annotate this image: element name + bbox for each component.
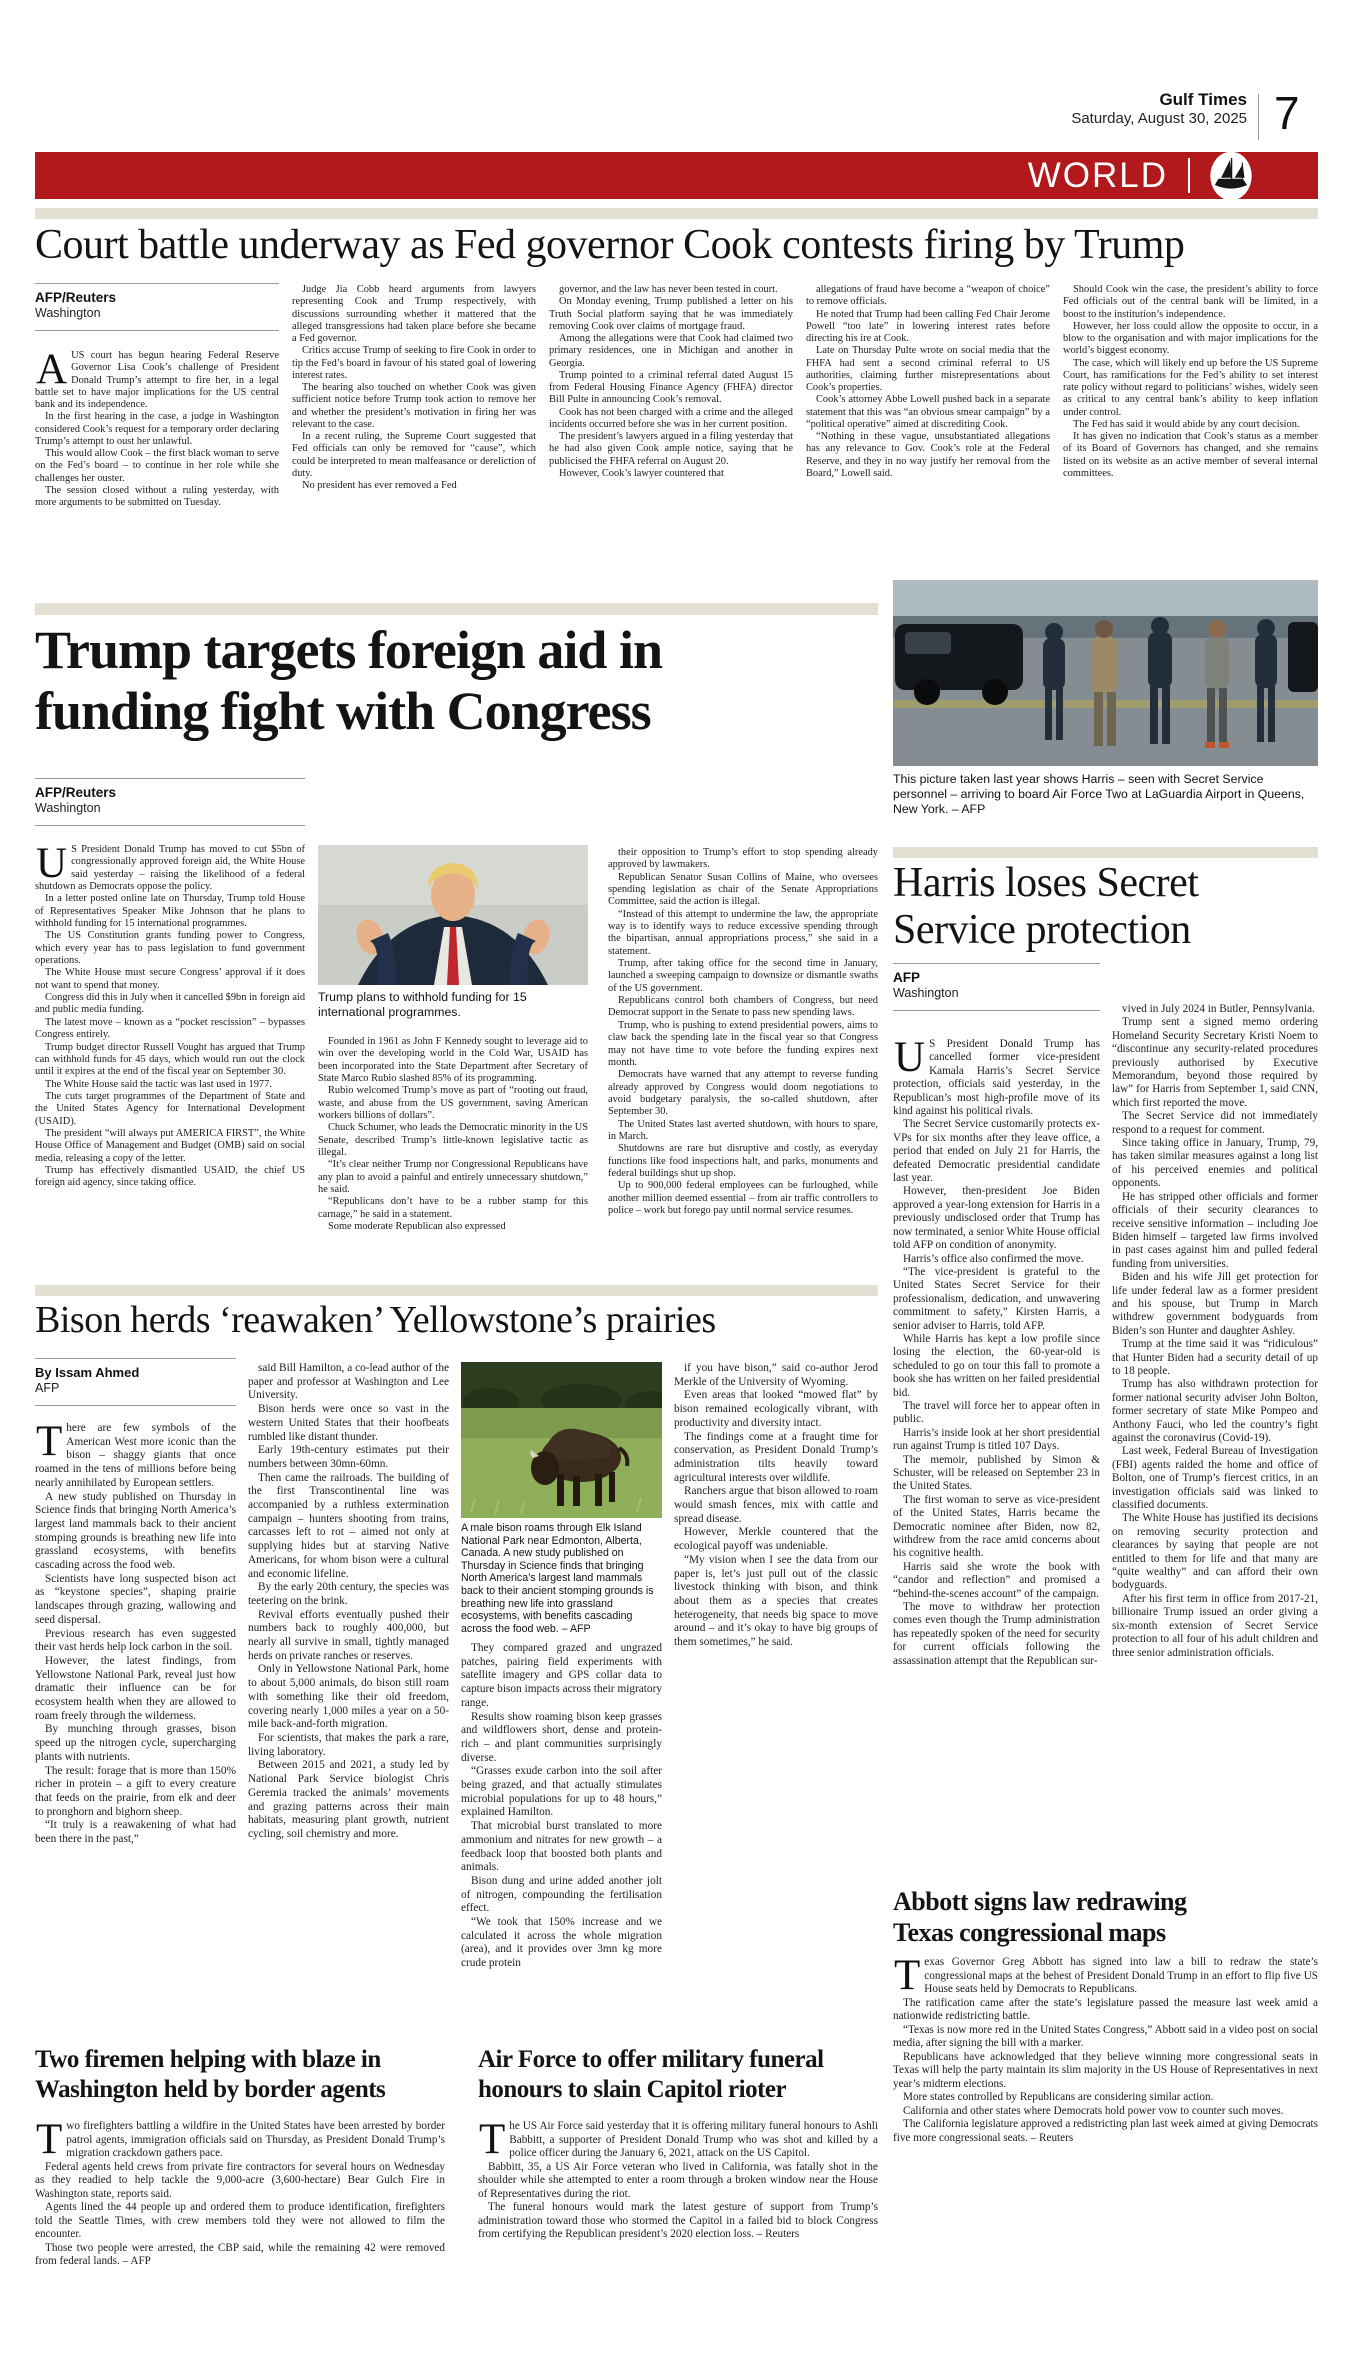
paragraph: The White House must secure Congress’ approval if it does not want to spend that money. <box>35 967 305 991</box>
paragraph: Congress did this in July when it cancelled $9bn in foreign aid and public media funding. <box>35 992 305 1016</box>
paragraph: The travel will force her to appear often in public. <box>893 1399 1100 1426</box>
abbott-article-headline <box>893 1886 1318 1948</box>
paragraph: Trump pointed to a criminal referral dated August 15 from Federal Housing Finance Agency (FHFA) director Bill Pulte in announcing Cook’s removal. <box>549 369 793 406</box>
paragraph: their opposition to Trump’s effort to stop spending already approved by lawmakers. <box>608 847 878 871</box>
paragraph: “We took that 150% increase and we calculated it across the whole migration (area), and it provides over 3mn kg more crude protein <box>461 1916 662 1970</box>
paragraph: That microbial burst translated to more ammonium and nitrates for new growth – a feedback loop that boosted both plants and animals. <box>461 1820 662 1874</box>
paragraph: Harris’s inside look at her short presidential run against Trump is titled 107 Days. <box>893 1426 1100 1453</box>
lead-text: wo firefighters battling a wildfire in the United States have been arrested by border patrol agents, immigration officials said on Thursday, as President Donald Trump’s migration crackdown gathers pace. <box>66 2120 445 2159</box>
paragraph: Then came the railroads. The building of the first Transcontinental line was accompanied by a ruthless extermination campaign – hunters shooting from trains, carcasses left to rot – aimed not only at supplying hides but at starving Native Americans, for whom bison were a cultural and economic lifeline. <box>248 1471 449 1580</box>
byline-author: By Issam Ahmed <box>35 1365 140 1380</box>
paragraph: Trump, after taking office for the second time in January, launched a sweeping campaign to downsize or dismantle swaths of the US government. <box>608 958 878 994</box>
paragraph: The findings come at a fraught time for conservation, as President Donald Trump’s administration tilts heavily toward agricultural interests over wildlife. <box>674 1430 878 1484</box>
aid-article-column-2 <box>318 1036 588 1280</box>
paragraph: “Instead of this attempt to undermine the law, the appropriate way is to identify ways to reduce excessive spending through the bipartisan, annual appropriations process,” she said in a statement. <box>608 908 878 957</box>
drop-cap: T <box>36 2120 63 2163</box>
paragraph: However, her loss could allow the opposite to occur, in a blow to the organisation and with major implications for the world’s biggest economy. <box>1063 320 1318 357</box>
paragraph: The president’s lawyers argued in a filing yesterday that he had also given Cook ample notice, saying that he publicised the FHFA referral on August 20. <box>549 431 793 467</box>
section-divider-bar <box>893 847 1318 858</box>
paragraph: Chuck Schumer, who leads the Democratic minority in the US Senate, described Trump’s little-known legislative tactic as illegal. <box>318 1122 588 1159</box>
paragraph: The White House said the tactic was last used in 1977. <box>45 1078 272 1090</box>
paragraph: More states controlled by Republicans are considering similar action. <box>903 2091 1214 2103</box>
paragraph: After his first term in office from 2017-21, billionaire Trump issued an order giving a six-month extension of Secret Service protection to all four of his adult children and three senior administration officials. <box>1112 1592 1318 1659</box>
aid-article-byline <box>35 778 305 826</box>
paragraph: Agents lined the 44 people up and ordered them to produce identification, firefighters told the Seattle Times, with crew members told they were not allowed to film the encounter. <box>35 2201 445 2240</box>
bison-article-column-2 <box>248 1362 449 2025</box>
paragraph: The funeral honours would mark the latest gesture of support from Trump’s administration toward those who stormed the Capitol in a failed bid to block Congress from certifying the Republican president’s 2020 election loss. – Reuters <box>478 2201 878 2240</box>
paragraph: Early 19th-century estimates put their numbers between 30mn-60mn. <box>248 1444 449 1470</box>
paragraph: Trump sent a signed memo ordering Homeland Security Secretary Kristi Noem to “discontinue any security-related procedures previously authorised by Executive Memorandum, beyond those required by law” for Harris from September 1, said CNN, which first reported the move. <box>1112 1016 1318 1109</box>
paragraph: Previous research has even suggested their vast herds help lock carbon in the soil. <box>35 1627 236 1654</box>
drop-cap: U <box>894 1038 926 1081</box>
lead-text: S President Donald Trump has cancelled former vice-president Kamala Harris’s Secret Service protection, officials said yesterday, in the Republican’s most high-profile move of its kind against his political rivals. <box>893 1038 1100 1118</box>
byline-agency: AFP <box>893 970 920 985</box>
paragraph: Last week, Federal Bureau of Investigation (FBI) agents raided the home and office of Bolton, one of Trump’s fiercest critics, in an investigation officials said was linked to classified documents. <box>1112 1445 1318 1512</box>
harris-article-headline <box>893 860 1318 954</box>
fed-article-column-4 <box>806 284 1050 589</box>
paragraph: Trump, who is pushing to extend presidential powers, aims to claw back the spending late in the fiscal year so that Congress may not have time to vote before the funding expires next month. <box>608 1019 878 1068</box>
paragraph: Results show roaming bison keep grasses and wildflowers short, dense and protein-rich – and plant communities surprisingly diverse. <box>461 1710 662 1764</box>
headline-line-2: funding fight with Congress <box>35 681 651 741</box>
paragraph: Since taking office in January, Trump, 79, has taken similar measures against a long list of his perceived enemies and political opponents. <box>1112 1137 1318 1190</box>
bison-article-column-3 <box>461 1642 662 2025</box>
paragraph: By the early 20th century, the species was teetering on the brink. <box>248 1581 449 1607</box>
paragraph: Rubio welcomed Trump’s move as part of “rooting out fraud, waste, and abuse from the US government, saving American workers billions of dollars”. <box>318 1085 588 1122</box>
paragraph: “It truly is a reawakening of what had been there in the past,” <box>35 1819 236 1846</box>
paragraph: Federal agents held crews from private fire contractors for several hours on Wednesday as they readied to help tackle the 9,000-acre (3,600-hectare) Bear Gulch Fire in Washington state, reports said. <box>35 2160 445 2200</box>
paragraph: No president has ever removed a Fed <box>302 480 457 491</box>
paragraph: The ratification came after the state’s legislature passed the measure last week amid a nationwide redistricting battle. <box>893 1996 1318 2022</box>
paragraph: The US Constitution grants funding power to Congress, which every year has to pass legislation to fund government operations. <box>35 930 305 967</box>
paragraph: Bison herds were once so vast in the western United States that their hoofbeats rumbled like distant thunder. <box>248 1403 449 1443</box>
fed-article-column-2 <box>292 284 536 589</box>
paragraph: Some moderate Republican also expressed <box>328 1221 506 1233</box>
paragraph: He has stripped other officials and former officials of their security clearances to receive sensitive information – including Joe Biden himself – targeted law firms involved in past cases against him and pulled federal funding from universities. <box>1112 1190 1318 1270</box>
byline-location: Washington <box>893 986 959 1000</box>
fed-article-column-1 <box>35 350 279 589</box>
byline-location: Washington <box>35 801 101 815</box>
lead-text: S President Donald Trump has moved to cut $5bn of congressionally approved foreign aid, the White House said yesterday – raising the likelihood of a federal shutdown as Democrats oppose the policy. <box>35 844 305 893</box>
paragraph: “My vision when I see the data from our paper is, let’s just pull out of the classic livestock thinking with bison, and think about them as a species that creates heterogeneity, that needs big space to move around – and it’s okay to have big groups of them sometimes,” he said. <box>674 1553 878 1649</box>
harris-article-byline <box>893 963 1100 1011</box>
paragraph: For scientists, that makes the park a rare, living laboratory. <box>248 1731 449 1758</box>
paragraph: The memoir, published by Simon & Schuster, will be released on September 23 in the United States. <box>893 1453 1100 1493</box>
paragraph: Cook has not been charged with a crime and the alleged incidents occurred before she was in her current position. <box>549 406 793 430</box>
headline-line-2: Texas congressional maps <box>893 1918 1166 1947</box>
paragraph: The Fed has said it would abide by any court decision. <box>1073 418 1300 430</box>
paragraph: if you have bison,” said co-author Jerod Merkle of the University of Wyoming. <box>674 1362 878 1388</box>
trump-photo-caption: Trump plans to withhold funding for 15 international programmes. <box>318 990 527 1020</box>
paragraph: governor, and the law has never been tested in court. <box>559 284 778 295</box>
lead-text: exas Governor Greg Abbott has signed into law a bill to redraw the state’s congressional maps at the behest of President Donald Trump in an effort to flip five US House seats held by Democrats to Republicans. <box>924 1956 1318 1995</box>
paragraph: Founded in 1961 as John F Kennedy sought to leverage aid to win over the developing world in the Cold War, USAID has been incorporated into the State Department after Secretary of State Marco Rubio slashed 85% of its programming. <box>318 1036 588 1085</box>
paragraph: Biden and his wife Jill get protection for life under federal law as a former president and his spouse, but Trump in March withdrew government bodyguards from Biden’s son Hunter and daughter Ashley. <box>1112 1271 1318 1337</box>
paragraph: Only in Yellowstone National Park, home to about 5,000 animals, do bison still roam with something like their old freedom, covering nearly 1,000 miles a year on a 50-mile back-and-forth migration. <box>248 1663 449 1731</box>
drop-cap: U <box>36 844 68 887</box>
fed-article-column-5 <box>1063 284 1318 589</box>
paragraph: Between 2015 and 2021, a study led by National Park Service biologist Chris Geremia tracked the animals’ movements and grazing patterns across their main habitats, measuring plant growth, nutrient cycling, soil chemistry and more. <box>248 1759 449 1840</box>
paragraph: Trump has also withdrawn protection for former national security adviser John Bolton, former secretary of state Mike Pompeo and Anthony Fauci, who led the country’s fight against the coronavirus (Covid-19). <box>1112 1378 1318 1444</box>
paragraph: However, the latest findings, from Yellowstone National Park, reveal just how dramatic their influence can be for ecosystem health when they are allowed to roam freely through the wilderness. <box>35 1654 236 1722</box>
paragraph: “Texas is now more red in the United States Congress,” Abbott said in a video post on social media, after signing the bill with a marker. <box>893 2023 1318 2049</box>
paragraph: The California legislature approved a redistricting plan last week aimed at giving Democrats five more congressional seats. – Reuters <box>893 2118 1318 2144</box>
paragraph: However, then-president Joe Biden approved a year-long extension for Harris in a previously undisclosed order that Trump has now terminated, a senior White House official told AFP on condition of anonymity. <box>893 1185 1100 1252</box>
headline-line-2: Washington held by border agents <box>35 2076 386 2103</box>
paragraph: Scientists have long suspected bison act as “keystone species”, shaping prairie landscapes through grazing, wallowing and seed dispersal. <box>35 1572 236 1626</box>
paragraph: Republicans control both chambers of Congress, but need Democrat support in the Senate to pass new spending laws. <box>608 995 878 1019</box>
bison-article-column-1 <box>35 1422 236 2025</box>
paragraph: In a recent ruling, the Supreme Court suggested that Fed officials can only be removed for “cause”, which could be interpreted to mean malfeasance or dereliction of duty. <box>292 431 536 479</box>
section-divider-bar <box>35 1285 878 1296</box>
bison-article-byline <box>35 1358 236 1406</box>
paragraph: However, Cook’s lawyer countered that <box>559 467 724 479</box>
paragraph: vived in July 2024 in Butler, Pennsylvania. <box>1122 1003 1315 1015</box>
paragraph: “Nothing in these vague, unsubstantiated allegations has any relevance to Gov. Cook’s role at the Federal Reserve, and they in no way justify her removal from the Board,” Lowell said. <box>806 431 1050 479</box>
paragraph: It has given no indication that Cook’s status as a member of its Board of Governors has changed, and she remains listed on its website as an active member of several internal committees. <box>1063 431 1318 479</box>
paragraph: “Grasses exude carbon into the soil after being grazed, and that actually stimulates microbial populations for up to 48 hours,” explained Hamilton. <box>461 1765 662 1819</box>
drop-cap: T <box>479 2120 506 2163</box>
paragraph: Even areas that looked “mowed flat” by bison remained ecologically vibrant, with productivity and diversity intact. <box>674 1389 878 1429</box>
headline-line-2: honours to slain Capitol rioter <box>478 2076 787 2103</box>
section-title: WORLD <box>1027 156 1168 195</box>
paragraph: “It’s clear neither Trump nor Congressional Republicans have any plan to avoid a painful and entirely unnecessary shutdown,” he said. <box>318 1159 588 1196</box>
byline-location: Washington <box>35 306 101 320</box>
paragraph: “Republicans don’t have to be a rubber stamp for this carnage,” he said in a statement. <box>318 1196 588 1220</box>
paragraph: Trump has effectively dismantled USAID, the chief US foreign aid agency, since taking office. <box>35 1164 305 1189</box>
aid-article-column-1 <box>35 844 305 1280</box>
paragraph: Revival efforts eventually pushed their numbers back to roughly 400,000, but nearly all survive in small, tightly managed herds on private ranches or reserves. <box>248 1608 449 1662</box>
lead-text: US court has begun hearing Federal Reserve Governor Lisa Cook’s challenge of President Donald Trump’s attempt to fire her, in a legal battle set to have major implications for the US central bank and its independence. <box>35 350 279 410</box>
paragraph: The United States last averted shutdown, with hours to spare, in March. <box>608 1118 878 1142</box>
paragraph: The cuts target programmes of the Department of State and the United States Agency for International Development (USAID). <box>35 1090 305 1127</box>
lead-text: here are few symbols of the American West more iconic than the bison – shaggy giants that once roamed in the tens of millions before being nearly annihilated by European settlers. <box>35 1422 236 1489</box>
paragraph: Up to 900,000 federal employees can be furloughed, while another million deemed essential – from air traffic controllers to police – work but forego pay until normal service resumes. <box>608 1180 878 1216</box>
trump-photo <box>318 845 588 985</box>
bison-photo-caption: A male bison roams through Elk Island National Park near Edmonton, Alberta, Canada. A new study published on Thursday in Science finds that bringing North America’s largest land mammals back to their ancient stomping grounds is breathing new life into grassland ecosystems, with benefits cascading across the food web. – AFP <box>461 1522 654 1635</box>
headline-line-1: Air Force to offer military funeral <box>478 2046 824 2073</box>
paragraph: California and other states where Democrats hold power vow to counter such moves. <box>903 2104 1284 2117</box>
aid-article-column-3 <box>608 847 878 1280</box>
paragraph: Bison dung and urine added another jolt of nitrogen, compounding the fertilisation effect. <box>461 1874 662 1915</box>
paragraph: A new study published on Thursday in Science finds that bringing North America’s largest land mammals back to their ancient stomping grounds is breathing new life into grassland ecosystems, with benefits cascading across the food web. <box>35 1490 236 1572</box>
paragraph: Those two people were arrested, the CBP said, while the remaining 42 were removed from federal lands. – AFP <box>35 2241 445 2267</box>
paragraph: “The vice-president is grateful to the United States Secret Service for their professionalism, dedication, and unwavering commitment to safety,” Kirsten Harris, a senior adviser to Harris, told AFP. <box>893 1265 1100 1332</box>
paragraph: The Secret Service did not immediately respond to a request for comment. <box>1112 1110 1318 1136</box>
fed-article-byline <box>35 283 279 331</box>
paragraph: On Monday evening, Trump published a letter on his Truth Social platform saying that he was immediately removing Cook over claims of mortgage fraud. <box>549 296 793 332</box>
headline-line-1: Two firemen helping with blaze in <box>35 2046 381 2073</box>
paragraph: He noted that Trump had been calling Fed Chair Jerome Powell “too late” in lowering interest rates before directing his ire at Cook. <box>806 308 1050 344</box>
paragraph: Republicans have acknowledged that they believe winning more congressional seats in Texas will help the party maintain its slim majority in the US House of Representatives in next year’s midterm elections. <box>893 2050 1318 2090</box>
paragraph: The White House has justified its decisions on removing security protection and clearances by saying that people are not entitled to them for life and that many are “quite wealthy” and can afford their own bodyguards. <box>1112 1512 1318 1592</box>
paragraph: Democrats have warned that any attempt to reverse funding already approved by Congress would doom negotiations to avoid budgetary paralysis, the so-called shutdown, after September 30. <box>608 1069 878 1118</box>
paragraph: said Bill Hamilton, a co-lead author of the paper and professor at Washington and Lee University. <box>248 1362 449 1402</box>
paragraph: Republican Senator Susan Collins of Maine, who oversees spending legislation as chair of the Senate Appropriations Committee, said the action is illegal. <box>608 871 878 908</box>
section-divider-bar <box>35 208 1318 219</box>
paragraph: Harris’s office also confirmed the move. <box>903 1252 1084 1265</box>
paragraph: Harris said she wrote the book with “candor and reflection” and promised a “behind-the-scenes account” of the campaign. <box>893 1560 1100 1600</box>
paragraph: This would allow Cook – the first black woman to serve on the Fed’s board – to continue in her role while she challenges her ouster. <box>35 448 279 484</box>
paragraph: The first woman to serve as vice-president of the United States, Harris became the Democratic nominee after Biden, now 82, withdrew from the race amid concerns about his cognitive health. <box>893 1493 1100 1560</box>
harris-photo <box>893 580 1318 766</box>
paragraph: The case, which will likely end up before the US Supreme Court, has ramifications for the Fed’s ability to set interest rate policy without regard to politicians’ wishes, widely seen as critical to any central bank’s ability to keep inflation under control. <box>1063 357 1318 418</box>
dhow-logo-icon <box>1204 149 1258 203</box>
paragraph: By munching through grasses, bison speed up the nitrogen cycle, supercharging plants with nutrients. <box>35 1723 236 1763</box>
masthead-divider <box>1258 94 1259 140</box>
paragraph: The president “will always put AMERICA FIRST”, the White House Office of Management and Budget (OMB) said on social media, releasing a copy of the letter. <box>35 1127 305 1164</box>
firemen-article-body <box>35 2120 445 2338</box>
paragraph: The session closed without a ruling yesterday, with more arguments to be submitted on Tuesday. <box>35 484 279 508</box>
headline-line-1: Abbott signs law redrawing <box>893 1887 1187 1916</box>
aid-article-headline <box>35 620 878 742</box>
paragraph: Trump at the time said it was “ridiculous” that Hunter Biden had a security detail of up to 18 people. <box>1112 1338 1318 1377</box>
paper-name: Gulf Times <box>1159 90 1247 109</box>
harris-photo-caption: This picture taken last year shows Harris – seen with Secret Service personnel – arriving to board Air Force Two at LaGuardia Airport in Queens, New York. – AFP <box>893 772 1305 817</box>
paragraph: Critics accuse Trump of seeking to fire Cook in order to tip the Fed’s board in favour of his stated goal of lowering interest rates. <box>292 345 536 381</box>
paragraph: In the first hearing in the case, a judge in Washington considered Cook’s request for a temporary order declaring Trump’s attempt to oust her unlawful. <box>35 411 279 447</box>
drop-cap: A <box>36 350 68 393</box>
abbott-article-body <box>893 1956 1318 2338</box>
airforce-article-body <box>478 2120 878 2342</box>
bison-article-column-4 <box>674 1362 878 2025</box>
harris-article-column-1 <box>893 1038 1100 1875</box>
paragraph: While Harris has kept a low profile since losing the election, the 60-year-old is scheduled to go on tour this fall to promote a book she has written on her failed presidential bid. <box>893 1332 1100 1399</box>
paragraph: allegations of fraud have become a “weapon of choice” to remove officials. <box>806 284 1050 308</box>
page-number: 7 <box>1274 87 1300 139</box>
bison-article-headline: Bison herds ‘reawaken’ Yellowstone’s prairies <box>35 1299 716 1341</box>
byline-agency: AFP/Reuters <box>35 785 117 800</box>
paragraph: Judge Jia Cobb heard arguments from lawyers representing Cook and Trump respectively, with discussions surrounding whether it mattered that the alleged transgressions had taken place before she became a Fed governor. <box>292 284 536 344</box>
paragraph: In a letter posted online late on Thursday, Trump told House of Representatives Speaker Mike Johnson that he plans to withhold funding for 15 international programmes. <box>35 893 305 930</box>
headline-line-2: Service protection <box>893 907 1191 953</box>
paragraph: However, Merkle countered that the ecological payoff was undeniable. <box>674 1526 878 1553</box>
harris-article-column-2 <box>1112 1003 1318 1875</box>
paragraph: The hearing also touched on whether Cook was given sufficient notice before Trump took action to remove her and whether the president’s motivation in firing her was relevant to the case. <box>292 382 536 430</box>
paragraph: The result: forage that is more than 150% richer in protein – a gift to every creature that feeds on the prairie, from elk and deer to pronghorn and bighorn sheep. <box>35 1764 236 1818</box>
byline-agency: AFP <box>35 1381 60 1395</box>
paragraph: Among the allegations were that Cook had claimed two primary residences, one in Michigan and another in Georgia. <box>549 333 793 369</box>
paragraph: Babbitt, 35, a US Air Force veteran who lived in California, was fatally shot in the shoulder while she attempted to enter a room through a broken window near the House of Representatives during the riot. <box>478 2160 878 2200</box>
airforce-article-headline <box>478 2045 878 2105</box>
paragraph: Cook’s attorney Abbe Lowell pushed back in a separate statement that this was “an obvious smear campaign” by a “political operative” aimed at discrediting Cook. <box>806 394 1050 430</box>
section-banner <box>35 152 1318 199</box>
drop-cap: T <box>894 1956 921 1999</box>
firemen-article-headline <box>35 2045 455 2105</box>
headline-line-1: Trump targets foreign aid in <box>35 620 662 680</box>
section-divider-bar <box>35 603 878 615</box>
drop-cap: T <box>36 1422 63 1465</box>
paragraph: The Secret Service customarily protects ex-VPs for six months after they leave office, a period that ended on July 21 for Harris, the defeated Democratic presidential candidate last year. <box>893 1118 1100 1185</box>
paragraph: Late on Thursday Pulte wrote on social media that the FHFA had sent a second criminal referral to US authorities, claiming further misrepresentations about Cook’s properties. <box>806 345 1050 393</box>
bison-photo <box>461 1362 662 1518</box>
paragraph: The latest move – known as a “pocket rescission” – bypasses Congress entirely. <box>35 1016 305 1041</box>
byline-agency: AFP/Reuters <box>35 290 117 305</box>
paragraph: Shutdowns are rare but disruptive and costly, as everyday functions like food inspections halt, and parks, monuments and federal buildings shut up shop. <box>608 1143 878 1179</box>
paragraph: They compared grazed and ungrazed patches, pairing field experiments with satellite imagery and GPS collar data to capture bison impacts across their migratory range. <box>461 1642 662 1709</box>
fed-article-headline: Court battle underway as Fed governor Cook contests firing by Trump <box>35 222 1185 268</box>
paragraph: The move to withdraw her protection comes even though the Trump administration has repeatedly spoken of the need for security for current officials following the assassination attempt that the Republican sur- <box>893 1601 1100 1667</box>
fed-article-column-3 <box>549 284 793 589</box>
paragraph: Trump budget director Russell Vought has argued that Trump can withhold funds for 45 days, which would run out the clock until it expires at the end of the fiscal year on September 30. <box>35 1041 305 1078</box>
headline-line-1: Harris loses Secret <box>893 860 1199 906</box>
banner-divider <box>1188 158 1190 193</box>
paragraph: Should Cook win the case, the president’s ability to force Fed officials out of the central bank will be limited, in a boost to the institution’s independence. <box>1063 284 1318 320</box>
lead-text: he US Air Force said yesterday that it is offering military funeral honours to Ashli Babbitt, a supporter of President Donald Trump who was shot and killed by a police officer during the January 6, 2021, attack on the US Capitol. <box>509 2120 878 2159</box>
paragraph: Ranchers argue that bison allowed to roam would smash fences, mix with cattle and spread disease. <box>674 1485 878 1525</box>
issue-date: Saturday, August 30, 2025 <box>1071 110 1247 127</box>
